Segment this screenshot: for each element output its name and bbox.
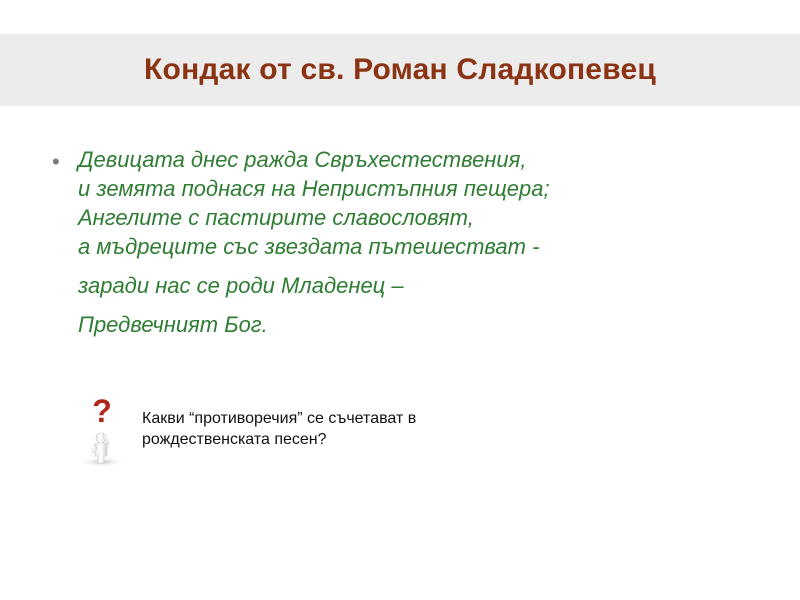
question-line: рождественската песен?	[142, 431, 327, 448]
poem-line: Ангелите с пастирите славословят,	[78, 205, 474, 230]
bullet-icon: •	[52, 149, 60, 174]
poem-block	[52, 145, 752, 339]
title-band	[0, 34, 800, 106]
question-block	[78, 394, 578, 474]
page-title: Кондак от св. Роман Сладкопевец	[144, 53, 656, 86]
poem-line: а мъдреците със звездата пътешестват -	[78, 234, 540, 259]
question-line: Какви “противоречия” се съчетават в	[142, 410, 417, 427]
poem-line: Предвечният Бог.	[78, 312, 268, 337]
question-mark-glyph: ?	[92, 394, 112, 429]
poem-line: заради нас се роди Младенец –	[78, 273, 404, 298]
question-text	[142, 408, 562, 450]
poem-text	[78, 145, 752, 339]
question-mark-person-icon	[78, 394, 128, 470]
poem-line: и земята поднася на Непристъпния пещера;	[78, 176, 550, 201]
poem-line: Девицата днес ражда Свръхестествения,	[78, 147, 527, 172]
